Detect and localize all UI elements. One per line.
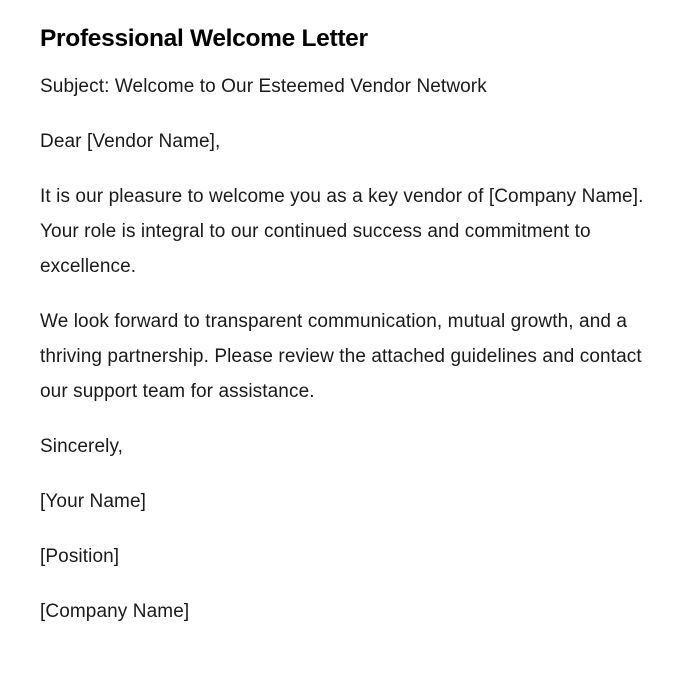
letter-salutation: Dear [Vendor Name],	[40, 131, 221, 152]
letter-body-paragraph: It is our pleasure to welcome you as a key vendor of [Company Name]. Your role is integral to our continued success and commitment to excellence.	[40, 186, 644, 277]
signature-company: [Company Name]	[40, 601, 190, 622]
letter-closing: Sincerely,	[40, 436, 124, 457]
signature-position: [Position]	[40, 546, 120, 567]
letter-subject: Subject: Welcome to Our Esteemed Vendor Network	[40, 76, 487, 97]
letter-body-paragraph: We look forward to transparent communication, mutual growth, and a thriving partnership. Please review the attached guidelines and contact our support team for assistance.	[40, 311, 642, 402]
signature-name: [Your Name]	[40, 491, 147, 512]
letter-title: Professional Welcome Letter	[40, 25, 368, 52]
